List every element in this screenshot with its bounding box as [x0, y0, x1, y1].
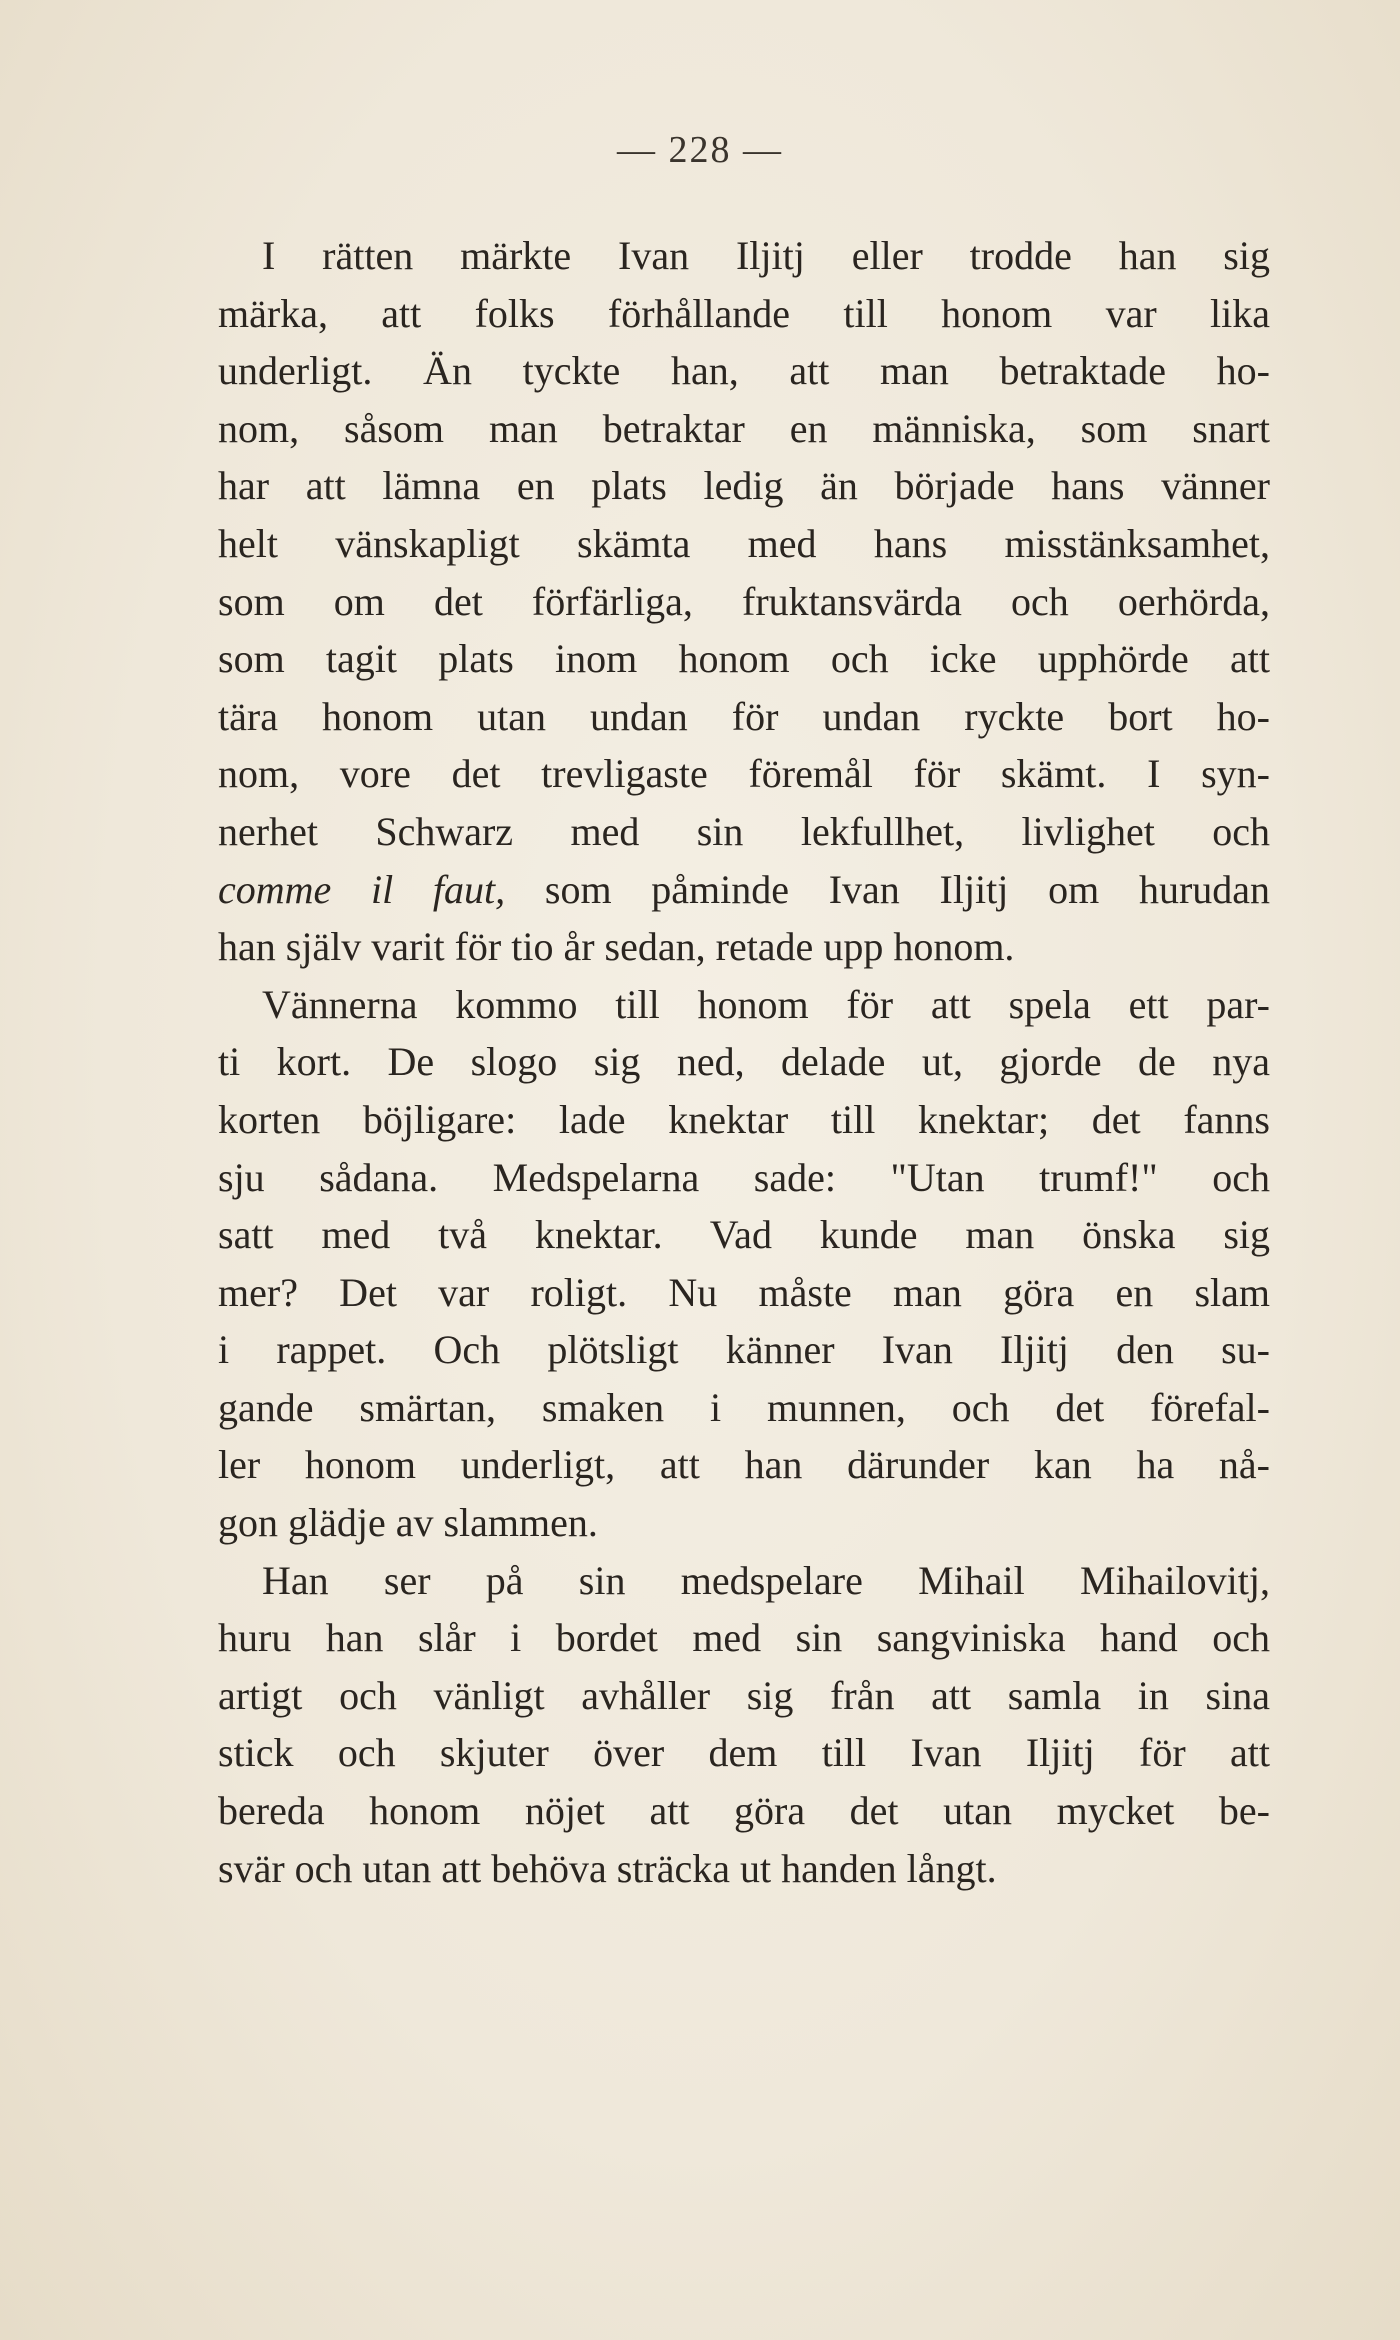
text-line: som om det förfärliga, fruktansvärda och oerhörda,	[218, 578, 1270, 624]
text-line: han själv varit för tio år sedan, retade upp honom.	[218, 924, 1015, 970]
text-line: satt med två knektar. Vad kunde man önska sig	[218, 1212, 1270, 1258]
page-number: — 228 —	[617, 129, 783, 171]
text-line: I rätten märkte Ivan Iljitj eller trodde han sig	[262, 233, 1270, 278]
text-line: ti kort. De slogo sig ned, delade ut, gjorde de nya	[218, 1039, 1270, 1085]
text-line: huru han slår i bordet med sin sangviniska hand och	[218, 1615, 1270, 1661]
text-line: i rappet. Och plötsligt känner Ivan Iljitj den su-	[218, 1327, 1270, 1373]
text-line: stick och skjuter över dem till Ivan Iljitj för att	[218, 1730, 1270, 1776]
text-line: nom, såsom man betraktar en människa, som snart	[218, 405, 1270, 451]
italic-phrase: comme il faut,	[218, 866, 506, 912]
text-line: har att lämna en plats ledig än började hans vänner	[218, 463, 1270, 509]
text-line: Han ser på sin medspelare Mihail Mihailovitj,	[262, 1557, 1270, 1603]
text-line: mer? Det var roligt. Nu måste man göra en slam	[218, 1269, 1270, 1315]
text-span: som påminde Ivan Iljitj om hurudan	[505, 866, 1270, 912]
text-line: svär och utan att behöva sträcka ut handen långt.	[218, 1845, 997, 1891]
text-line: korten böjligare: lade knektar till knektar; det fanns	[218, 1096, 1270, 1142]
text-line: nerhet Schwarz med sin lekfullhet, livlighet och	[218, 808, 1270, 854]
text-line: gon glädje av slammen.	[218, 1500, 598, 1546]
text-line: som tagit plats inom honom och icke upphörde att	[218, 636, 1270, 682]
text-line	[218, 861, 1270, 919]
text-line: artigt och vänligt avhåller sig från att samla in sina	[218, 1672, 1270, 1718]
text-line: Vännerna kommo till honom för att spela ett par-	[262, 981, 1270, 1027]
text-line: nom, vore det trevligaste föremål för skämt. I syn-	[218, 751, 1270, 797]
body-text	[218, 227, 1270, 1897]
text-line: sju sådana. Medspelarna sade: "Utan trumf!" och	[218, 1154, 1270, 1200]
text-line: helt vänskapligt skämta med hans misstänksamhet,	[218, 520, 1270, 566]
text-line: bereda honom nöjet att göra det utan mycket be-	[218, 1788, 1270, 1834]
text-line: gande smärtan, smaken i munnen, och det förefal-	[218, 1384, 1270, 1430]
text-line: märka, att folks förhållande till honom var lika	[218, 290, 1270, 336]
text-line: tära honom utan undan för undan ryckte bort ho-	[218, 693, 1270, 739]
text-line: underligt. Än tyckte han, att man betraktade ho-	[218, 348, 1270, 394]
text-line: ler honom underligt, att han därunder kan ha nå-	[218, 1442, 1270, 1488]
